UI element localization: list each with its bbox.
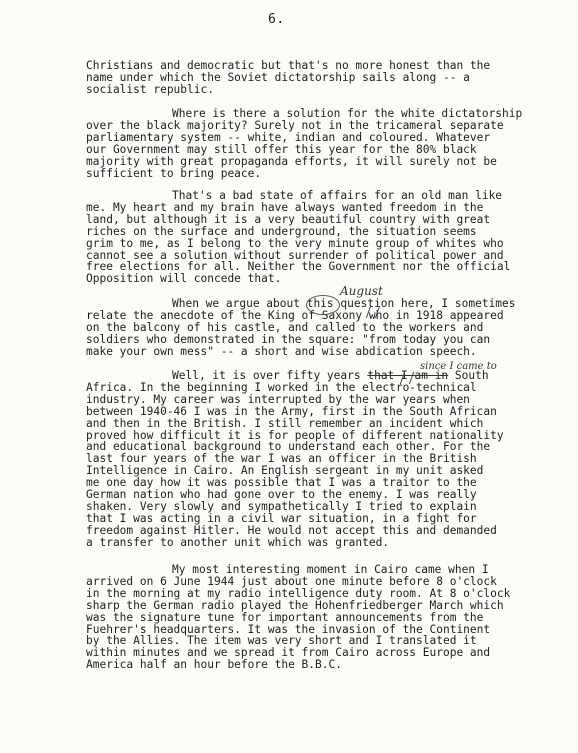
text-line: free elections for all. Neither the Government nor the official [86, 260, 511, 274]
text-line: Christians and democratic but that's no more honest than the [86, 59, 491, 72]
handwritten-insert-since: since I came to [420, 361, 497, 372]
text-line: sharp the German radio played the Hohenfriedberger March which [86, 598, 504, 612]
text-line: name under which the Soviet dictatorship sails along -- a [86, 70, 470, 84]
text-line: arrived on 6 June 1944 just about one minute before 8 o'clock [86, 574, 497, 588]
text-line: Intelligence in Cairo. An English sergeant in my unit asked [86, 464, 484, 478]
text-line: freedom against Hitler. He would not accept this and demanded [86, 523, 497, 537]
text-line: German nation who had gone over to the enemy. I was really [86, 488, 477, 502]
text-line: our Government may still offer this year for the 80% black [86, 142, 477, 156]
text-line: America half an hour before the B.B.C. [86, 658, 342, 672]
text-line: a transfer to another unit which was granted. [86, 535, 390, 549]
handwritten-circle-mark [306, 295, 340, 315]
text-line: riches on the surface and underground, the situation seems [86, 224, 477, 238]
text-line: relate the anecdote of the King of Saxony who in 1918 appeared [86, 308, 504, 322]
text-line: make your own mess" -- a short and wise abdication speech. [86, 344, 477, 358]
text-segment: South [454, 369, 489, 382]
text-line: was the signature tune for important announcements from the [86, 610, 484, 624]
text-line: Where is there a solution for the white dictatorship [172, 107, 523, 120]
text-line: by the Allies. The item was very short and I translated it [86, 634, 477, 648]
handwritten-insert-august: August [340, 284, 383, 298]
text-line: cannot see a solution without surrender of political power and [86, 248, 504, 262]
text-line: Opposition will concede that. [86, 272, 282, 286]
paragraph-3 [86, 190, 546, 285]
text-line: in the morning at my radio intelligence duty room. At 8 o'clock [86, 586, 511, 600]
text-line: soldiers who demonstrated in the square: "from today you can [86, 332, 491, 346]
text-line: within minutes and we spread it from Cairo across Europe and [86, 646, 491, 660]
paragraph-6 [86, 564, 546, 671]
paragraph-5 [86, 370, 546, 549]
text-line: on the balcony of his castle, and called to the workers and [86, 320, 484, 334]
text-line: majority with great propaganda efforts, it will surely not be [86, 154, 497, 168]
paragraph-1 [86, 60, 546, 96]
text-line: between 1940-46 I was in the Army, first in the South African [86, 404, 497, 418]
page-number: 6. [268, 12, 285, 27]
text-line: sufficient to bring peace. [86, 166, 262, 180]
text-line: industry. My career was interrupted by the war years when [86, 392, 470, 406]
text-line: When we argue about this question here, I sometimes [172, 297, 516, 310]
text-line: grim to me, as I belong to the very minute group of whites who [86, 236, 504, 250]
text-line: me one day how it was possible that I was a traitor to the [86, 476, 477, 490]
text-line: over the black majority? Surely not in the tricameral separate [86, 118, 504, 132]
text-line: My most interesting moment in Cairo came when I [172, 563, 489, 576]
text-segment: Well, it is over fifty years [172, 369, 361, 382]
text-line: me. My heart and my brain have always wanted freedom in the [86, 200, 484, 214]
struck-text: that I am in [367, 369, 449, 382]
text-line: and then in the British. I still remember an incident which [86, 416, 484, 430]
text-line: and educational background to understand each other. For the [86, 440, 491, 454]
text-line: land, but although it is a very beautiful country with great [86, 212, 491, 226]
text-line: proved how difficult it is for people of different nationality [86, 428, 504, 442]
paragraph-2 [86, 108, 546, 179]
text-line: socialist republic. [86, 82, 214, 96]
text-line: parliamentary system -- white, indian and coloured. Whatever [86, 130, 491, 144]
text-line: That's a bad state of affairs for an old man like [172, 189, 503, 202]
text-line: Africa. In the beginning I worked in the electro-technical [86, 380, 477, 394]
text-line: shaken. Very slowly and sympathetically I tried to explain [86, 499, 477, 513]
text-line: Fuehrer's headquarters. It was the invasion of the Continent [86, 622, 491, 636]
text-line: that I was acting in a civil war situation, in a fight for [86, 511, 477, 525]
text-line: last four years of the war I was an officer in the British [86, 452, 477, 466]
